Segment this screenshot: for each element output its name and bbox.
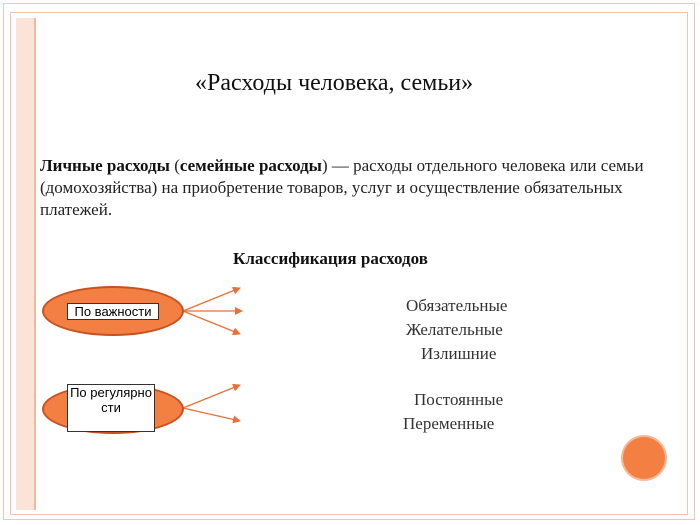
category-mandatory: Обязательные	[406, 296, 508, 315]
category-desirable: Желательные	[406, 320, 503, 339]
group-label-regularity: По регулярности	[67, 384, 155, 432]
slide-title: «Расходы человека, семьи»	[195, 70, 474, 96]
category-variable: Переменные	[403, 414, 495, 433]
category-excessive: Излишние	[421, 344, 497, 363]
definition-term: Личные расходы	[40, 156, 170, 175]
arrow-regularity-2	[183, 408, 240, 421]
arrow-importance-3	[183, 311, 240, 334]
arrow-regularity-1	[183, 385, 240, 408]
definition-open: (	[169, 156, 180, 175]
classification-title: Классификация расходов	[233, 249, 428, 268]
definition-rest: ) — расходы отдельного человека или семьи (домохозяйства) на приобретение товаров, услуг и осуществление обязательных платежей.	[40, 156, 644, 219]
definition-alt-term: семейные расходы	[179, 156, 322, 175]
arrow-importance-1	[183, 288, 240, 311]
category-constant: Постоянные	[414, 390, 504, 409]
group-label-importance: По важности	[67, 303, 159, 320]
